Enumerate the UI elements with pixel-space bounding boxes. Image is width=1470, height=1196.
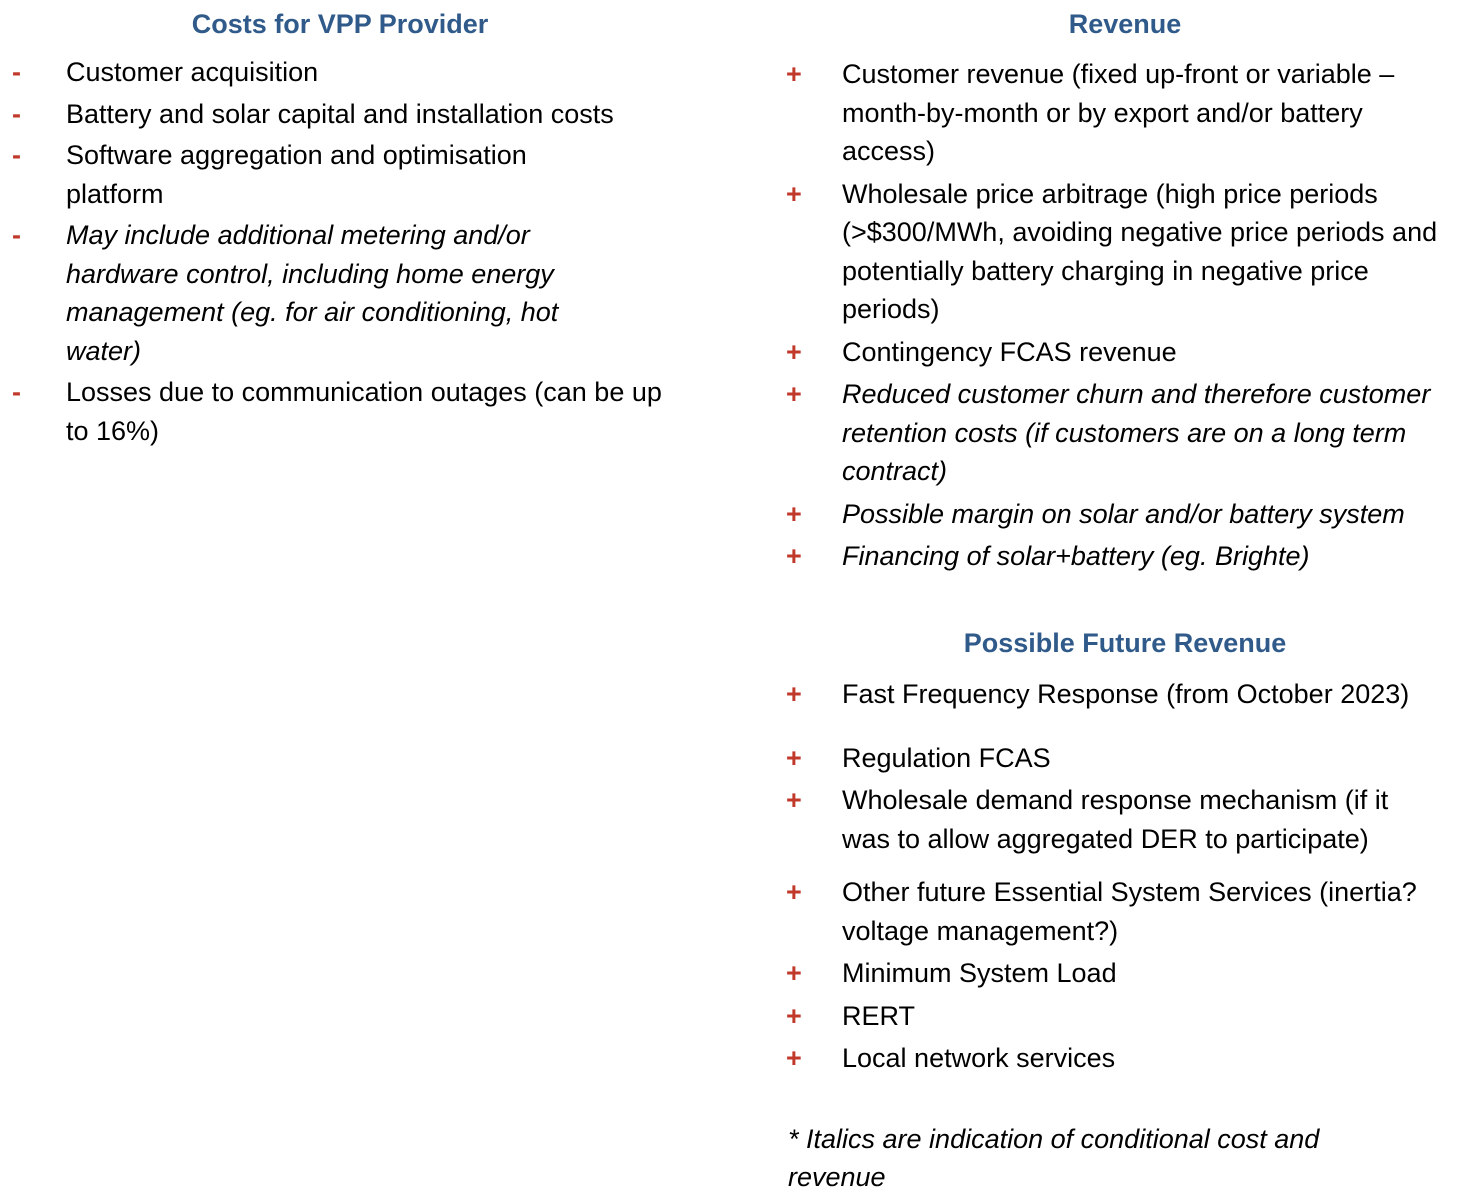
revenue-item (786, 537, 1458, 576)
revenue-item-text: Wholesale price arbitrage (high price periods (>$300/MWh, avoiding negative price periods and potentially battery charging in negative price periods) (842, 178, 1438, 324)
revenue-list (786, 55, 1458, 576)
costs-list (12, 53, 672, 450)
cost-item-text: Losses due to communication outages (can be up to 16%) (66, 377, 662, 446)
plus-marker: + (786, 541, 802, 571)
minus-marker: - (12, 140, 21, 170)
plus-marker: + (786, 958, 802, 988)
minus-marker: - (12, 220, 21, 250)
future-revenue-item (786, 739, 1458, 778)
minus-marker: - (12, 377, 21, 407)
plus-marker: + (786, 742, 802, 773)
future-revenue-item-text: Other future Essential System Services (inertia? voltage management?) (842, 877, 1417, 946)
cost-item (12, 136, 606, 213)
plus-marker: + (786, 178, 802, 209)
plus-marker: + (786, 336, 802, 367)
revenue-item (786, 333, 1458, 372)
revenue-item (786, 375, 1458, 491)
revenue-item-text: Customer revenue (fixed up-front or variable – month-by-month or by export and/or battery access) (842, 59, 1395, 166)
plus-marker: + (786, 877, 802, 907)
revenue-item (786, 495, 1458, 534)
future-revenue-item-text: Minimum System Load (842, 958, 1117, 988)
future-revenue-heading: Possible Future Revenue (963, 628, 1287, 658)
future-revenue-item-text: Wholesale demand response mechanism (if it was to allow aggregated DER to participate) (842, 785, 1389, 854)
future-revenue-list (786, 675, 1458, 1078)
revenue-item-text: Contingency FCAS revenue (842, 336, 1177, 367)
cost-item (12, 53, 672, 92)
minus-marker: - (12, 98, 21, 129)
plus-marker: + (786, 785, 802, 815)
future-revenue-item (786, 781, 1432, 858)
future-revenue-item-text: Regulation FCAS (842, 742, 1051, 773)
cost-item-text: Battery and solar capital and installation costs (66, 98, 614, 129)
future-revenue-item (786, 675, 1458, 714)
future-revenue-item (786, 873, 1458, 950)
cost-item-text: Software aggregation and optimisation platform (66, 140, 527, 209)
future-revenue-item (786, 954, 1458, 993)
revenue-item-text: Reduced customer churn and therefore customer retention costs (if customers are on a long term contract) (842, 379, 1431, 486)
plus-marker: + (786, 59, 802, 89)
cost-item-text: May include additional metering and/or hardware control, including home energy management (eg. for air conditioning, hot water) (66, 220, 559, 366)
plus-marker: + (786, 679, 802, 709)
plus-marker: + (786, 1000, 802, 1031)
future-revenue-item (786, 997, 1458, 1036)
future-revenue-item-text: RERT (842, 1000, 916, 1031)
cost-item (12, 216, 636, 370)
future-revenue-item-text: Fast Frequency Response (from October 2023) (842, 679, 1410, 709)
cost-item (12, 373, 666, 450)
revenue-heading: Revenue (1068, 9, 1182, 39)
revenue-item-text: Financing of solar+battery (eg. Brighte) (842, 541, 1310, 571)
future-revenue-item (786, 1039, 1458, 1078)
plus-marker: + (786, 498, 802, 529)
revenue-item (786, 175, 1458, 329)
future-revenue-item-text: Local network services (842, 1043, 1116, 1073)
plus-marker: + (786, 379, 802, 409)
cost-item (12, 95, 672, 134)
costs-heading: Costs for VPP Provider (191, 9, 489, 39)
cost-item-text: Customer acquisition (66, 57, 319, 87)
revenue-item (786, 55, 1458, 171)
minus-marker: - (12, 57, 21, 87)
italics-footnote: * Italics are indication of conditional cost and revenue (788, 1124, 1320, 1192)
revenue-item-text: Possible margin on solar and/or battery system (842, 498, 1405, 529)
plus-marker: + (786, 1043, 802, 1073)
